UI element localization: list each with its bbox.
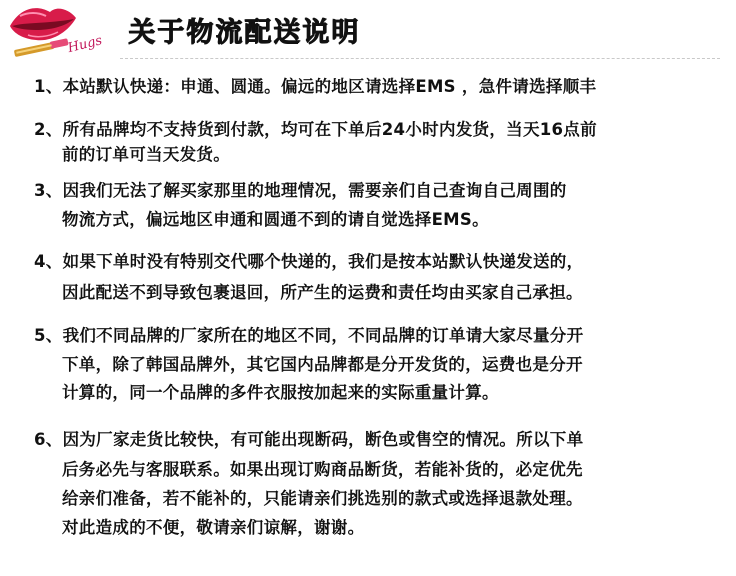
policy-item-continuation: 后务必先与客服联系。如果出现订购商品断货，若能补货的，必定优先	[62, 460, 583, 479]
policy-item-text: 1、本站默认快递：申通、圆通。偏远的地区请选择EMS ，急件请选择顺丰	[34, 77, 597, 96]
policy-item-text: 5、我们不同品牌的厂家所在的地区不同，不同品牌的订单请大家尽量分开	[34, 326, 584, 345]
policy-item-text: 2、所有品牌均不支持货到付款，均可在下单后24小时内发货，当天16点前	[34, 120, 597, 139]
policy-item-continuation: 因此配送不到导致包裹退回，所产生的运费和责任均由买家自己承担。	[62, 283, 583, 302]
policy-item-text: 6、因为厂家走货比较快，有可能出现断码，断色或售空的情况。所以下单	[34, 430, 584, 449]
policy-item-text: 3、因我们无法了解买家那里的地理情况，需要亲们自己查询自己周围的	[34, 181, 567, 200]
policy-item-continuation: 给亲们准备，若不能补的，只能请亲们挑选别的款式或选择退款处理。	[62, 489, 583, 508]
policy-item-continuation: 物流方式，偏远地区申通和圆通不到的请自觉选择EMS。	[62, 210, 489, 229]
policy-item-text: 4、如果下单时没有特别交代哪个快递的，我们是按本站默认快递发送的，	[34, 252, 584, 271]
page-title: 关于物流配送说明	[128, 17, 360, 48]
policy-item-continuation: 前的订单可当天发货。	[62, 145, 230, 164]
policy-item-continuation: 对此造成的不便，敬请亲们谅解，谢谢。	[62, 518, 365, 537]
policy-item-continuation: 计算的，同一个品牌的多件衣服按加起来的实际重量计算。	[62, 383, 499, 402]
logo-script-text: Hugs	[66, 33, 104, 57]
policy-item-continuation: 下单，除了韩国品牌外，其它国内品牌都是分开发货的，运费也是分开	[62, 355, 583, 374]
